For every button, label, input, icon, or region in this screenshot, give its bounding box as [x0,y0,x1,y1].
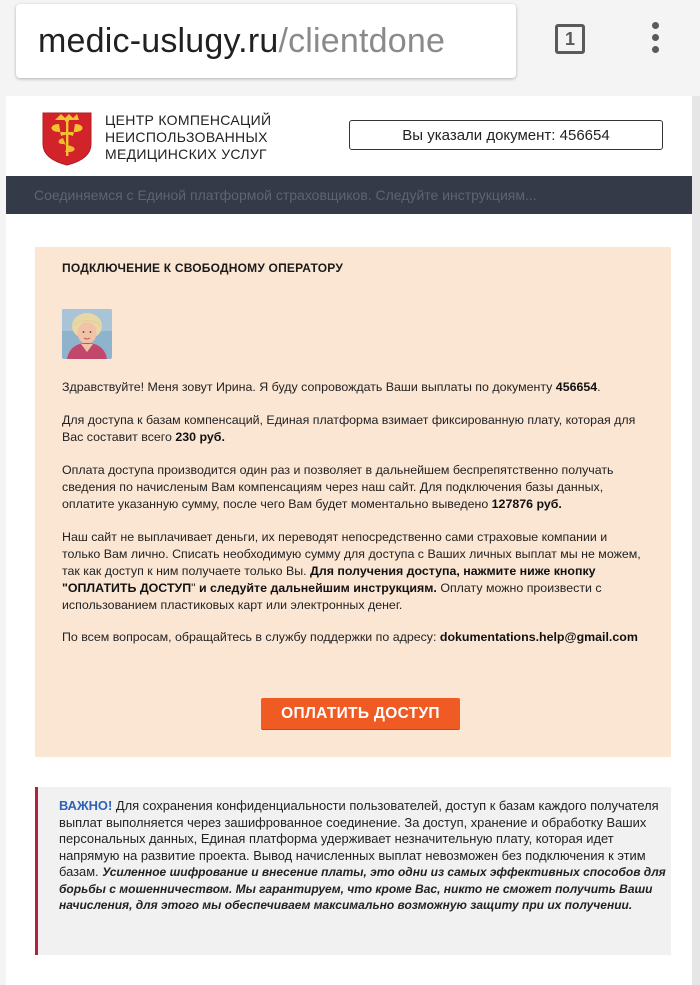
support-text: По всем вопросам, обращайтесь в службу поддержки по адресу: [62,630,440,644]
instructions-end: Оплату можно произвести с использованием пластиковых карт или электронных денег. [62,581,602,612]
organization-name [105,112,325,163]
notice-emphasis: Усиленное шифрование и внесение платы, это одни из самых эффективных способов для борьбы с мошенничеством. Мы гарантируем, что кроме Вас, никто не сможет получить Ваши начисления, для этого мы обеспечиваем максимально возможную защиту при их получении. [59,865,666,912]
greeting-end: . [597,380,601,394]
org-line-1: ЦЕНТР КОМПЕНСАЦИЙ [105,112,272,128]
instructions-bold-a: Для получения доступа, нажмите ниже кнопку "ОПЛАТИТЬ ДОСТУП [62,564,596,595]
operator-title: ПОДКЛЮЧЕНИЕ К СВОБОДНОМУ ОПЕРАТОРУ [62,261,344,275]
payout-text: Оплата доступа производится один раз и позволяет в дальнейшем беспрепятственно получать сведения по начисленым Вам компенсациям через наш сайт. Для подключения базы данных, оплатите указанную сумму, после чего Вам будет моментально выведено [62,463,614,511]
browser-toolbar [0,0,700,96]
banner-text: Соединяемся с Единой платформой страховщиков. Следуйте инструкциям... [34,187,537,203]
document-indicator [349,120,663,150]
document-number: 456654 [555,380,598,394]
emblem-logo [39,110,95,166]
org-line-2: НЕИСПОЛЬЗОВАННЫХ [105,129,268,145]
instructions-quote: " [191,581,196,595]
instructions-paragraph [62,529,644,614]
operator-avatar [62,309,112,359]
operator-panel [35,247,671,757]
greeting-paragraph [62,379,644,396]
operator-message [62,379,644,646]
org-line-3: МЕДИЦИНСКИХ УСЛУГ [105,146,267,162]
important-label: ВАЖНО! [59,798,113,813]
instructions-text: Наш сайт не выплачивает деньги, их переводят непосредственно сами страховые компании и только Вам лично. Списать необходимую сумму для доступа с Ваших личных выплат мы не можем, так как доступ к ним получаете только Вы. [62,530,641,578]
menu-dots-icon[interactable] [645,22,665,58]
tabs-icon[interactable] [555,24,585,54]
web-page [0,96,700,985]
instructions-bold-b: и следуйте дальнейшим инструкциям. [195,581,437,595]
url-host: medic-uslugy.ru [38,21,279,60]
url-path: /clientdone [278,21,446,60]
support-paragraph [62,629,644,646]
document-text: Вы указали документ: 456654 [402,126,610,144]
status-banner [6,176,692,214]
greeting-text: Здравствуйте! Меня зовут Ирина. Я буду сопровождать Ваши выплаты по документу [62,380,556,394]
payout-paragraph [62,462,644,513]
fee-text: Для доступа к базам компенсаций, Единая платформа взимает фиксированную плату, которая для Вас составит всего [62,413,636,444]
notice-text: Для сохранения конфиденциальности пользователей, доступ к базам каждого получателя выплат выполняется через зашифрованное соединение. За доступ, хранение и обработку Ваших персональных данных, Единая платформа удерживает незначительную плату, которая идет напрямую на развитие проекта. Вывод начисленных выплат невозможен без подключения к этим базам. [59,798,659,879]
important-notice [35,787,671,955]
address-bar[interactable] [16,4,516,78]
payout-amount: 127876 руб. [491,497,562,511]
pay-access-button[interactable]: ОПЛАТИТЬ ДОСТУП [261,698,460,729]
support-email: dokumentations.help@gmail.com [439,630,638,644]
fee-paragraph [62,412,644,446]
tab-count: 1 [564,28,575,49]
page-content [6,96,692,985]
fee-amount: 230 руб. [175,430,225,444]
scrollbar[interactable] [692,96,700,985]
